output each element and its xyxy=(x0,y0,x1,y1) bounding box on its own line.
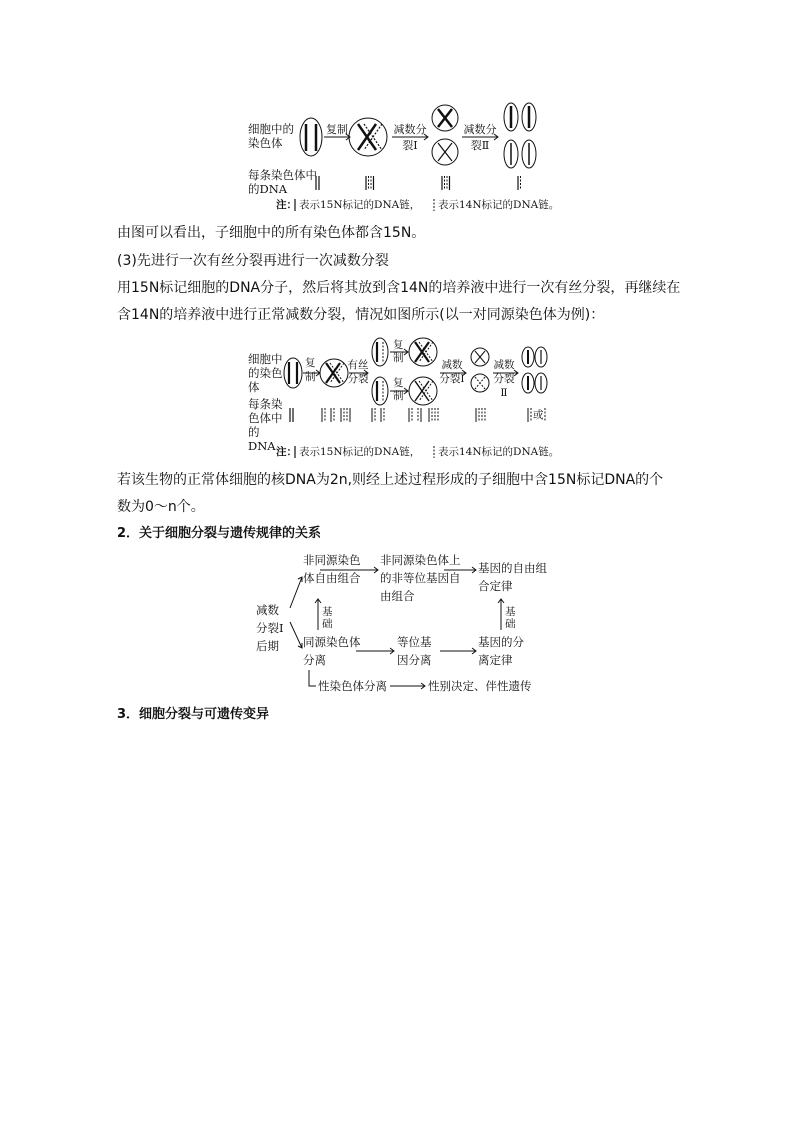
flow-bottom2: 等位基因分离 xyxy=(397,635,432,667)
flow-top1: 非同源染色体自由组合 xyxy=(303,553,361,585)
fig1-note-14n: 表示14N标记的DNA链。 xyxy=(438,199,560,211)
fig2-note-14n: 表示14N标记的DNA链。 xyxy=(438,446,560,458)
flow-top3: 基因的自由组合定律 xyxy=(478,561,547,593)
flow-bottom3: 基因的分离定律 xyxy=(478,635,524,667)
fig2-arrow-replication3-label: 复制 xyxy=(393,377,404,402)
fig2-arrow-meiosis2-label: 减数分裂Ⅱ xyxy=(493,359,515,399)
fig1-arrow-replication-label: 复制 xyxy=(326,123,348,136)
fig2-note-15n: 表示15N标记的DNA链， xyxy=(299,446,421,458)
fig2-row1-label: 细胞中的染色体 xyxy=(248,352,283,394)
heading-mitosis-then-meiosis: (3)先进行一次有丝分裂再进行一次减数分裂 xyxy=(117,253,389,269)
fig1-arrow-meiosis1-label: 减数分裂Ⅰ xyxy=(393,123,427,152)
flow-top2: 非同源染色体上的非等位基因自由组合 xyxy=(380,553,461,603)
paragraph-dna-count-line1: 若该生物的正常体细胞的核DNA为2n,则经上述过程形成的子细胞中含15N标记DNA的个 xyxy=(117,472,664,488)
paragraph-setup-line2: 含14N的培养液中进行正常减数分裂，情况如图所示(以一对同源染色体为例)： xyxy=(117,307,605,323)
paragraph-setup-line1: 用15N标记细胞的DNA分子，然后将其放到含14N的培养液中进行一次有丝分裂，再继续在 xyxy=(117,280,681,296)
flow-sex1: 性染色体分离 xyxy=(318,679,387,693)
paragraph-conclusion-1: 由图可以看出，子细胞中的所有染色体都含15N。 xyxy=(117,225,426,241)
fig2-or-label: 或 xyxy=(533,409,544,421)
section-2-title: 2．关于细胞分裂与遗传规律的关系 xyxy=(117,526,322,541)
fig2-arrow-mitosis-label: 有丝分裂 xyxy=(347,359,369,385)
fig2-arrow-replication1-label: 复制 xyxy=(305,357,316,383)
fig1-row2-label: 每条染色体中的DNA xyxy=(248,168,317,196)
fig1-note-15n: 表示15N标记的DNA链， xyxy=(299,199,421,211)
flow-left-label: 减数分裂Ⅰ后期 xyxy=(256,603,284,653)
flow-basis-left: 基础 xyxy=(322,606,333,630)
fig2-arrow-replication2-label: 复制 xyxy=(393,339,404,364)
flow-sex2: 性别决定、伴性遗传 xyxy=(428,679,532,693)
fig1-note-prefix: 注： xyxy=(276,199,297,211)
paragraph-dna-count-line2: 数为0～n个。 xyxy=(117,499,205,515)
flow-bottom1: 同源染色体分离 xyxy=(303,635,361,667)
fig2-row2-label: 每条染色体中的DNA xyxy=(248,397,283,453)
fig2-arrow-meiosis1-label: 减数分裂Ⅰ xyxy=(439,359,465,385)
fig1-row1-label: 细胞中的染色体 xyxy=(248,122,294,150)
section-3-title: 3．细胞分裂与可遗传变异 xyxy=(117,707,270,722)
fig1-arrow-meiosis2-label: 减数分裂Ⅱ xyxy=(463,123,497,152)
fig2-note-prefix: 注： xyxy=(276,446,297,458)
flow-basis-right: 基础 xyxy=(505,606,516,630)
